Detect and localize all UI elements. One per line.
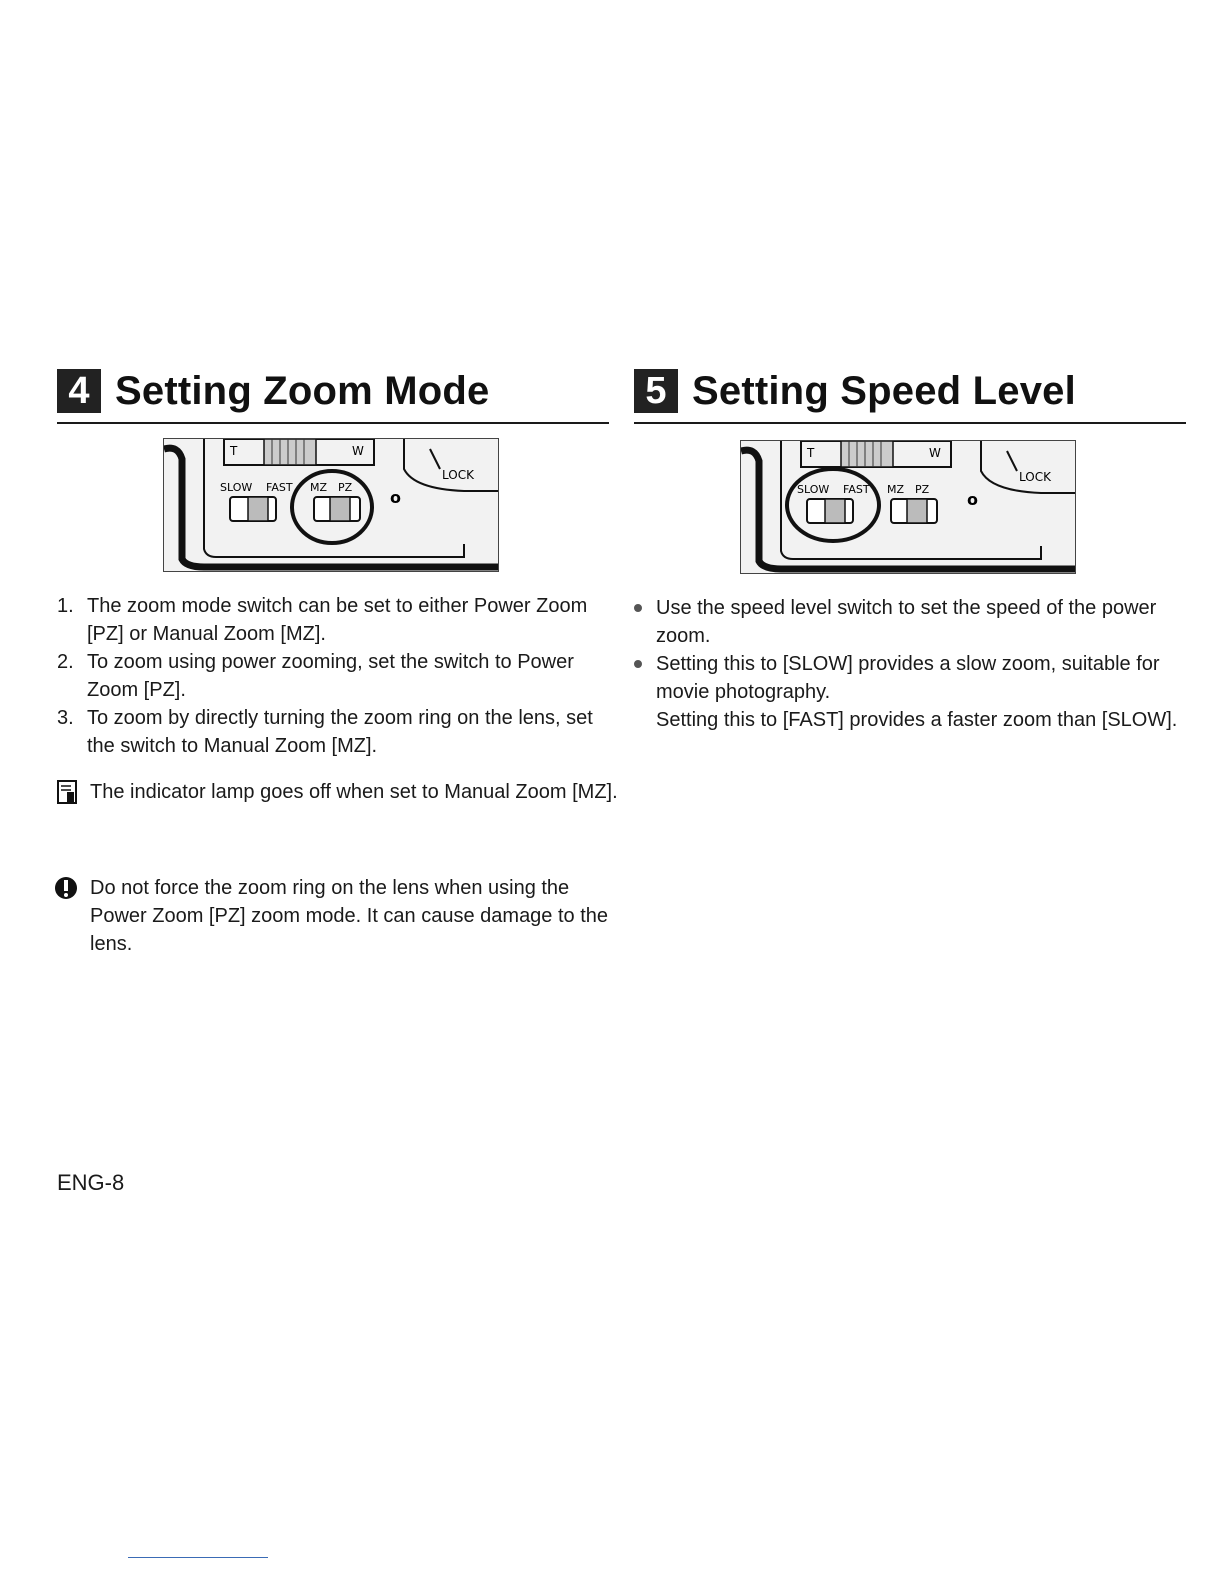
list-item xyxy=(57,592,597,648)
zoom-mode-switch-illustration xyxy=(163,438,499,572)
bullet-dot-icon xyxy=(634,604,642,612)
memo-icon xyxy=(57,780,77,804)
caution-icon xyxy=(54,876,78,900)
label-pz: PZ xyxy=(915,483,930,496)
note-text: The indicator lamp goes off when set to Manual Zoom [MZ]. xyxy=(90,781,618,803)
page-number: ENG-8 xyxy=(57,1170,125,1195)
label-w: W xyxy=(929,446,941,460)
caution-text: Do not force the zoom ring on the lens when using the Power Zoom [PZ] zoom mode. It can cause damage to the lens. xyxy=(90,877,609,955)
section-number-badge: 4 xyxy=(57,369,101,413)
label-mz: MZ xyxy=(887,483,905,496)
step-text: To zoom using power zooming, set the switch to Power Zoom [PZ]. xyxy=(87,651,574,701)
list-item xyxy=(57,648,597,704)
bullet-text: Setting this to [SLOW] provides a slow zoom, suitable for movie photography. xyxy=(656,653,1160,703)
bullet-continuation-text: Setting this to [FAST] provides a faster zoom than [SLOW]. xyxy=(656,709,1178,731)
speed-level-switch-illustration xyxy=(740,440,1076,574)
step-number: 3. xyxy=(57,707,74,729)
bullet-text: Use the speed level switch to set the speed of the power zoom. xyxy=(656,597,1157,647)
label-slow: SLOW xyxy=(797,483,830,496)
label-slow: SLOW xyxy=(220,481,253,494)
step-text: The zoom mode switch can be set to either Power Zoom [PZ] or Manual Zoom [MZ]. xyxy=(87,595,588,645)
list-item xyxy=(634,594,1186,650)
camera-switch-diagram xyxy=(741,441,1075,573)
label-lock: LOCK xyxy=(442,468,474,482)
label-t: T xyxy=(230,444,238,458)
step-text: To zoom by directly turning the zoom ring on the lens, set the switch to Manual Zoom [MZ]. xyxy=(87,707,593,757)
bullet-dot-icon xyxy=(634,660,642,668)
list-item-continuation xyxy=(634,706,1186,734)
zoom-mode-steps xyxy=(57,592,597,760)
label-mz: MZ xyxy=(310,481,328,494)
section-header xyxy=(57,360,609,424)
section-number-badge: 5 xyxy=(634,369,678,413)
label-t: T xyxy=(807,446,815,460)
section-title: Setting Speed Level xyxy=(692,368,1076,413)
label-w: W xyxy=(352,444,364,458)
label-o: o xyxy=(967,490,978,509)
speed-level-bullets xyxy=(634,594,1186,734)
list-item xyxy=(57,704,597,760)
camera-switch-diagram xyxy=(164,439,498,571)
section-speed-level xyxy=(634,360,1186,731)
list-item xyxy=(634,650,1186,706)
step-number: 2. xyxy=(57,651,74,673)
label-o: o xyxy=(390,488,401,507)
label-fast: FAST xyxy=(266,481,293,494)
label-fast: FAST xyxy=(843,483,870,496)
caution-block xyxy=(57,874,630,958)
section-title: Setting Zoom Mode xyxy=(115,368,490,413)
note-block xyxy=(57,778,630,806)
label-lock: LOCK xyxy=(1019,470,1051,484)
label-pz: PZ xyxy=(338,481,353,494)
section-zoom-mode xyxy=(57,360,618,955)
divider xyxy=(128,1557,268,1558)
section-header xyxy=(634,360,1186,424)
step-number: 1. xyxy=(57,595,74,617)
